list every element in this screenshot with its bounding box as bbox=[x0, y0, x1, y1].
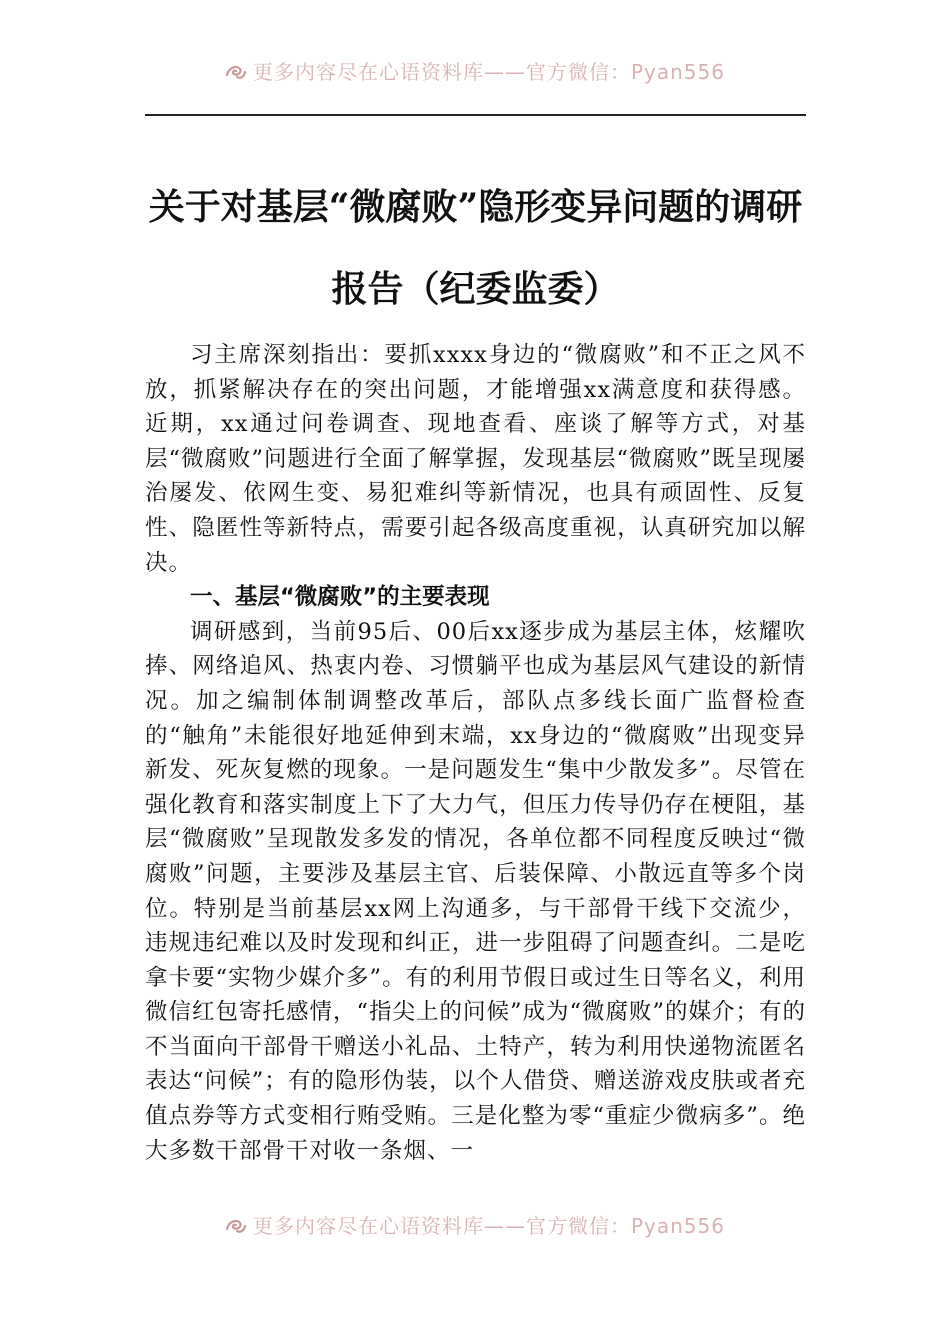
header-watermark bbox=[0, 56, 950, 85]
document-title: 关于对基层“微腐败”隐形变异问题的调研报告（纪委监委） bbox=[148, 186, 803, 310]
document-body bbox=[145, 338, 806, 1168]
footer-watermark-text: 更多内容尽在心语资料库——官方微信：Pyan556 bbox=[252, 1214, 725, 1238]
footer-watermark bbox=[0, 1210, 950, 1239]
swirl-logo-icon bbox=[225, 1217, 247, 1235]
body-paragraph-intro: 习主席深刻指出：要抓xxxx身边的“微腐败”和不正之风不放，抓紧解决存在的突出问题，才能增强xx满意度和获得感。近期，xx通过问卷调查、现地查看、座谈了解等方式，对基层“微腐败”问题进行全面了解掌握，发现基层“微腐败”既呈现屡治屡发、依网生变、易犯难纠等新情况，也具有顽固性、反复性、隐匿性等新特点，需要引起各级高度重视，认真研究加以解决。 bbox=[145, 342, 807, 576]
header-rule bbox=[145, 114, 806, 116]
header-watermark-text: 更多内容尽在心语资料库——官方微信：Pyan556 bbox=[252, 60, 725, 84]
section-heading: 一、基层“微腐败”的主要表现 bbox=[190, 584, 490, 611]
swirl-logo-icon bbox=[225, 63, 247, 81]
body-paragraph-main: 调研感到，当前95后、00后xx逐步成为基层主体，炫耀吹捧、网络追风、热衷内卷、习惯躺平也成为基层风气建设的新情况。加之编制体制调整改革后，部队点多线长面广监督检查的“触角”未能很好地延伸到末端，xx身边的“微腐败”出现变异新发、死灰复燃的现象。一是问题发生“集中少散发多”。尽管在强化教育和落实制度上下了大力气，但压力传导仍存在梗阻，基层“微腐败”呈现散发多发的情况，各单位都不同程度反映过“微腐败”问题，主要涉及基层主官、后装保障、小散远直等多个岗位。特别是当前基层xx网上沟通多，与干部骨干线下交流少，违规违纪难以及时发现和纠正，进一步阻碍了问题查纠。二是吃拿卡要“实物少媒介多”。有的利用节假日或过生日等名义，利用微信红包寄托感情，“指尖上的问候”成为“微腐败”的媒介；有的不当面向干部骨干赠送小礼品、土特产，转为利用快递物流匿名表达“问候”；有的隐形伪装，以个人借贷、赠送游戏皮肤或者充值点券等方式变相行贿受贿。三是化整为零“重症少微病多”。绝大多数干部骨干对收一条烟、一 bbox=[145, 618, 807, 1164]
